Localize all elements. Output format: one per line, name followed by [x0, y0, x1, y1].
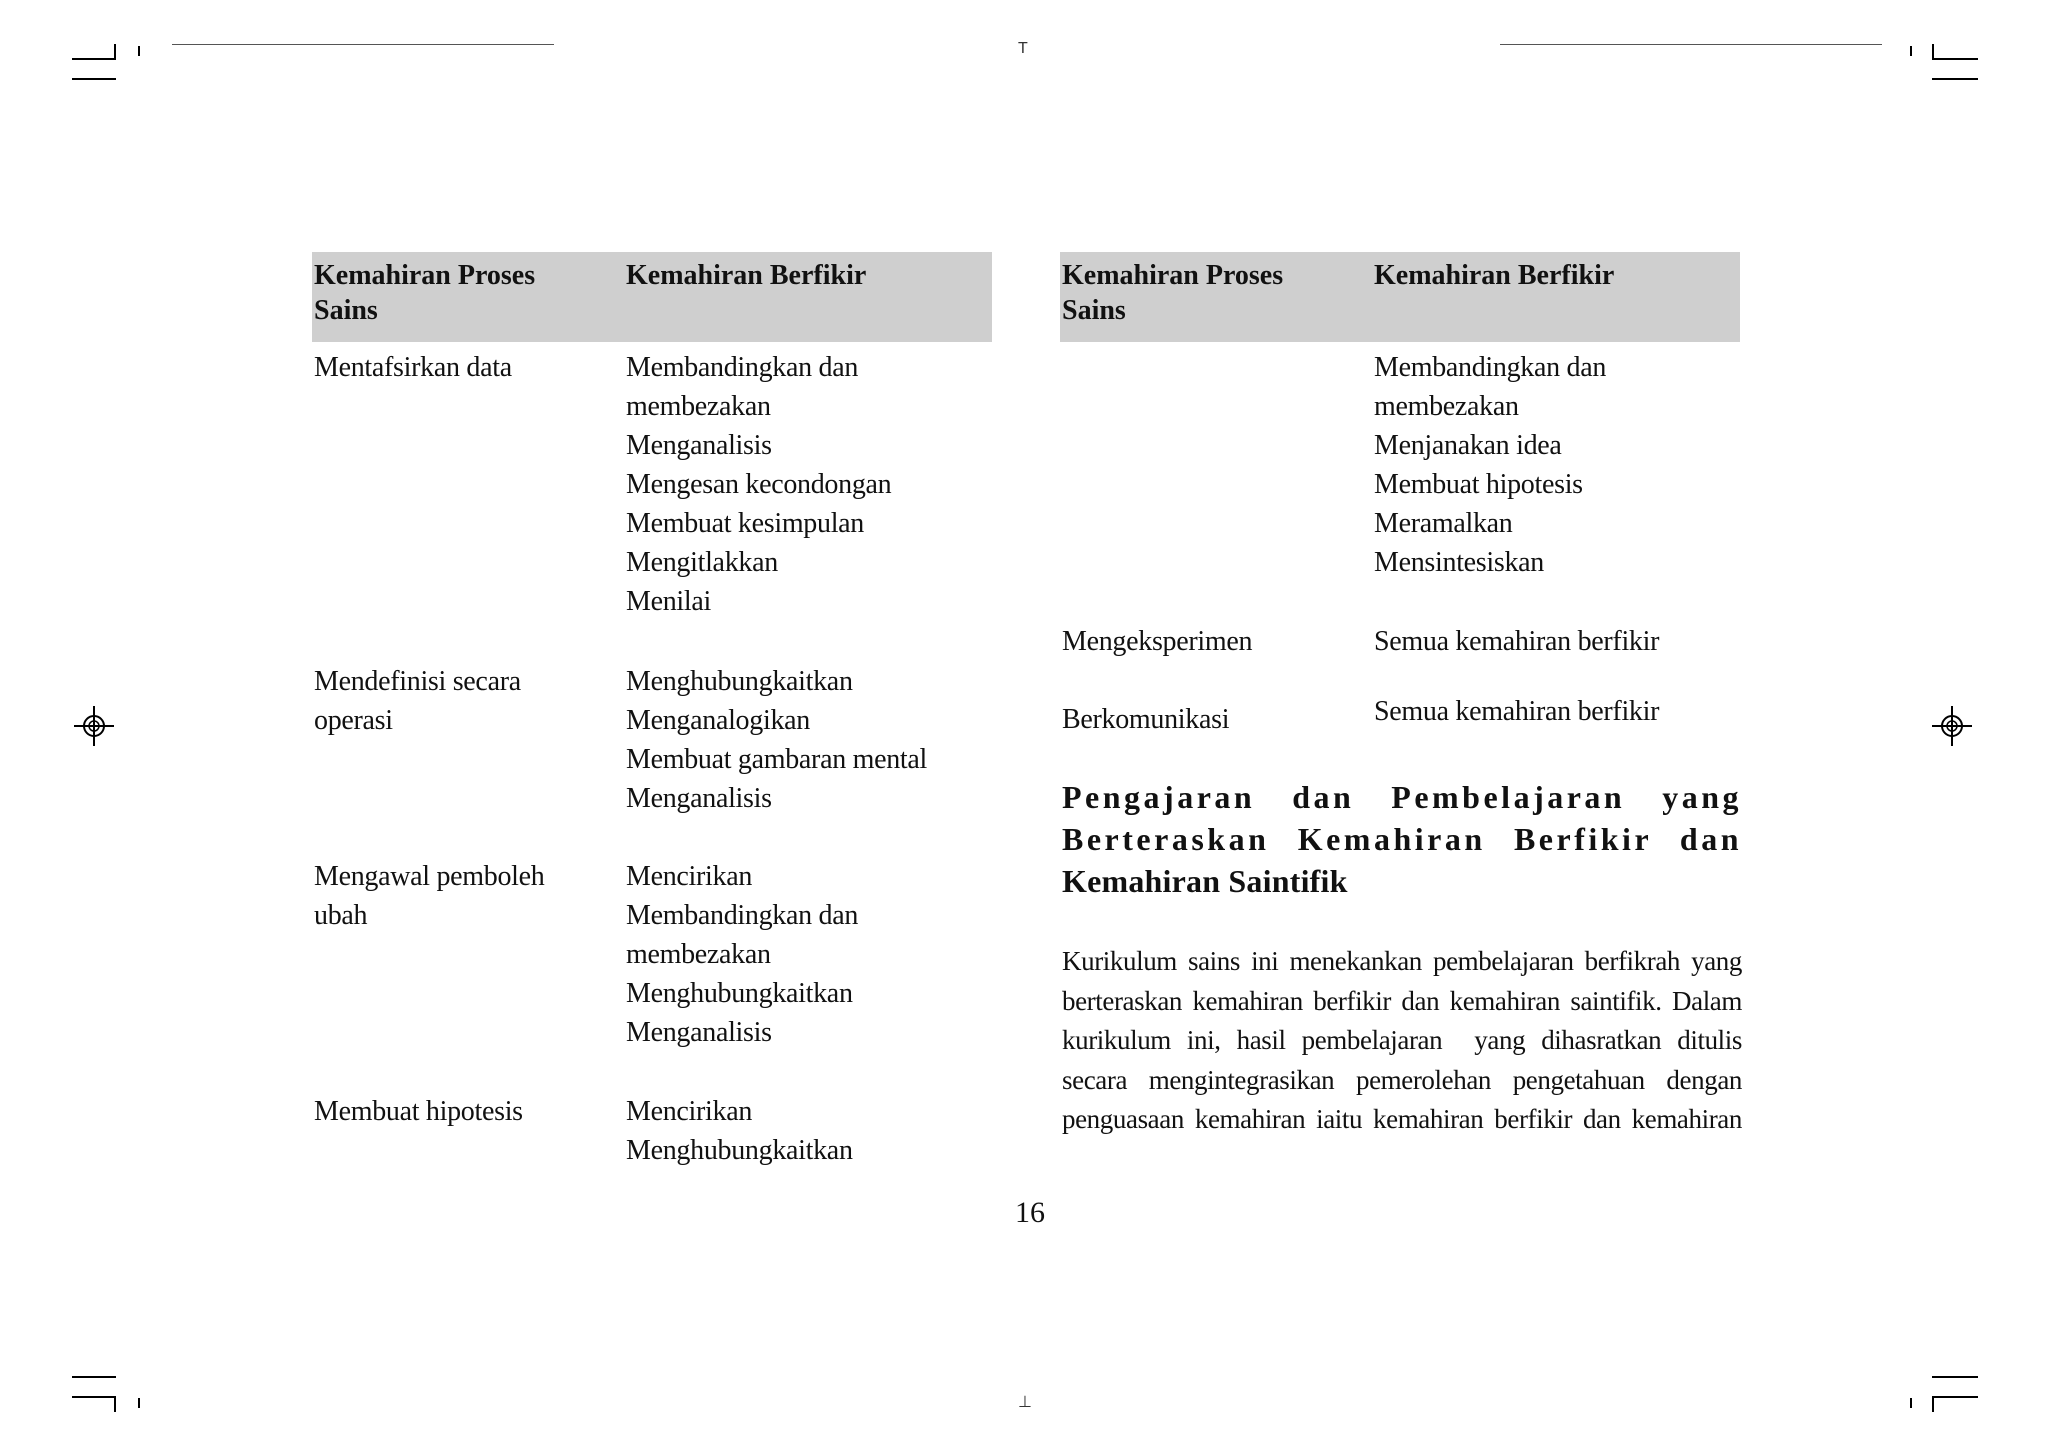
skill-item: Membuat gambaran mental	[626, 744, 927, 775]
skill-item: Menghubungkaitkan	[626, 1135, 853, 1166]
thinking-skills-list	[626, 662, 1006, 818]
thinking-skills-list	[1374, 348, 1754, 582]
skill-item: Semua kemahiran berfikir	[1374, 696, 1660, 727]
table-header	[312, 252, 992, 342]
process-skill: Mentafsirkan data	[314, 352, 512, 383]
thinking-skills-list	[1374, 622, 1754, 661]
skill-item: Menghubungkaitkan	[626, 666, 853, 697]
process-skill: Berkomunikasi	[1062, 704, 1230, 735]
skill-item: Membuat hipotesis	[1374, 469, 1583, 500]
title-line: Pengajaran dan Pembelajaran yang	[1062, 779, 1742, 815]
paragraph-line: secara mengintegrasikan pemerolehan pengetahuan dengan	[1062, 1064, 1742, 1095]
header-thinking-skills: Kemahiran Berfikir	[626, 260, 867, 291]
registration-target-icon	[1932, 706, 1972, 746]
page-number: 16	[1015, 1196, 1045, 1229]
skill-item: Semua kemahiran berfikir	[1374, 626, 1660, 657]
header-thinking-skills: Kemahiran Berfikir	[1374, 260, 1615, 291]
process-skill: Membuat hipotesis	[314, 1096, 523, 1127]
skill-item: Mengitlakkan	[626, 547, 778, 578]
header-process-skills: Kemahiran Proses Sains	[1062, 260, 1284, 326]
thinking-skills-list	[626, 348, 1006, 621]
skill-item: Menjanakan idea	[1374, 430, 1562, 461]
skill-item: Menganalisis	[626, 1017, 772, 1048]
skill-item: membezakan	[1374, 391, 1519, 422]
process-skill: Mendefinisi secara operasi	[314, 666, 521, 736]
paragraph-line: berteraskan kemahiran berfikir dan kemahiran saintifik. Dalam	[1062, 985, 1742, 1016]
skill-item: Mencirikan	[626, 1096, 753, 1127]
body-paragraph	[1062, 942, 1742, 1140]
skill-item: Menganalisis	[626, 430, 772, 461]
left-skills-table	[312, 252, 992, 1166]
skill-item: Menilai	[626, 586, 711, 617]
registration-target-icon	[74, 706, 114, 746]
section-title	[1062, 776, 1742, 902]
paragraph-line: Kurikulum sains ini menekankan pembelajaran berfikrah yang	[1062, 946, 1742, 976]
right-skills-table	[1060, 252, 1740, 735]
skill-item: Mengesan kecondongan	[626, 469, 892, 500]
paragraph-line: kurikulum ini, hasil pembelajaran yang dihasratkan ditulis	[1062, 1025, 1742, 1055]
skill-item: Membandingkan dan	[626, 900, 859, 931]
skill-item: Menganalogikan	[626, 705, 810, 736]
paragraph-line: penguasaan kemahiran iaitu kemahiran berfikir dan kemahiran	[1062, 1104, 1742, 1134]
thinking-skills-list	[626, 857, 1006, 1052]
title-line: Kemahiran Saintifik	[1062, 863, 1348, 899]
skill-item: Menganalisis	[626, 783, 772, 814]
table-header	[1060, 252, 1740, 342]
skill-item: Membandingkan dan	[626, 352, 859, 383]
skill-item: membezakan	[626, 391, 771, 422]
thinking-skills-list	[626, 1092, 1006, 1170]
skill-item: membezakan	[626, 939, 771, 970]
skill-item: Membuat kesimpulan	[626, 508, 865, 539]
thinking-skills-list	[1374, 692, 1754, 731]
skill-item: Mencirikan	[626, 861, 753, 892]
header-process-skills: Kemahiran Proses Sains	[314, 260, 536, 326]
skill-item: Meramalkan	[1374, 508, 1513, 539]
skill-item: Menghubungkaitkan	[626, 978, 853, 1009]
title-line: Berteraskan Kemahiran Berfikir dan	[1062, 821, 1742, 857]
skill-item: Membandingkan dan	[1374, 352, 1607, 383]
process-skill: Mengeksperimen	[1062, 626, 1253, 657]
process-skill: Mengawal pemboleh ubah	[314, 861, 545, 931]
skill-item: Mensintesiskan	[1374, 547, 1545, 578]
